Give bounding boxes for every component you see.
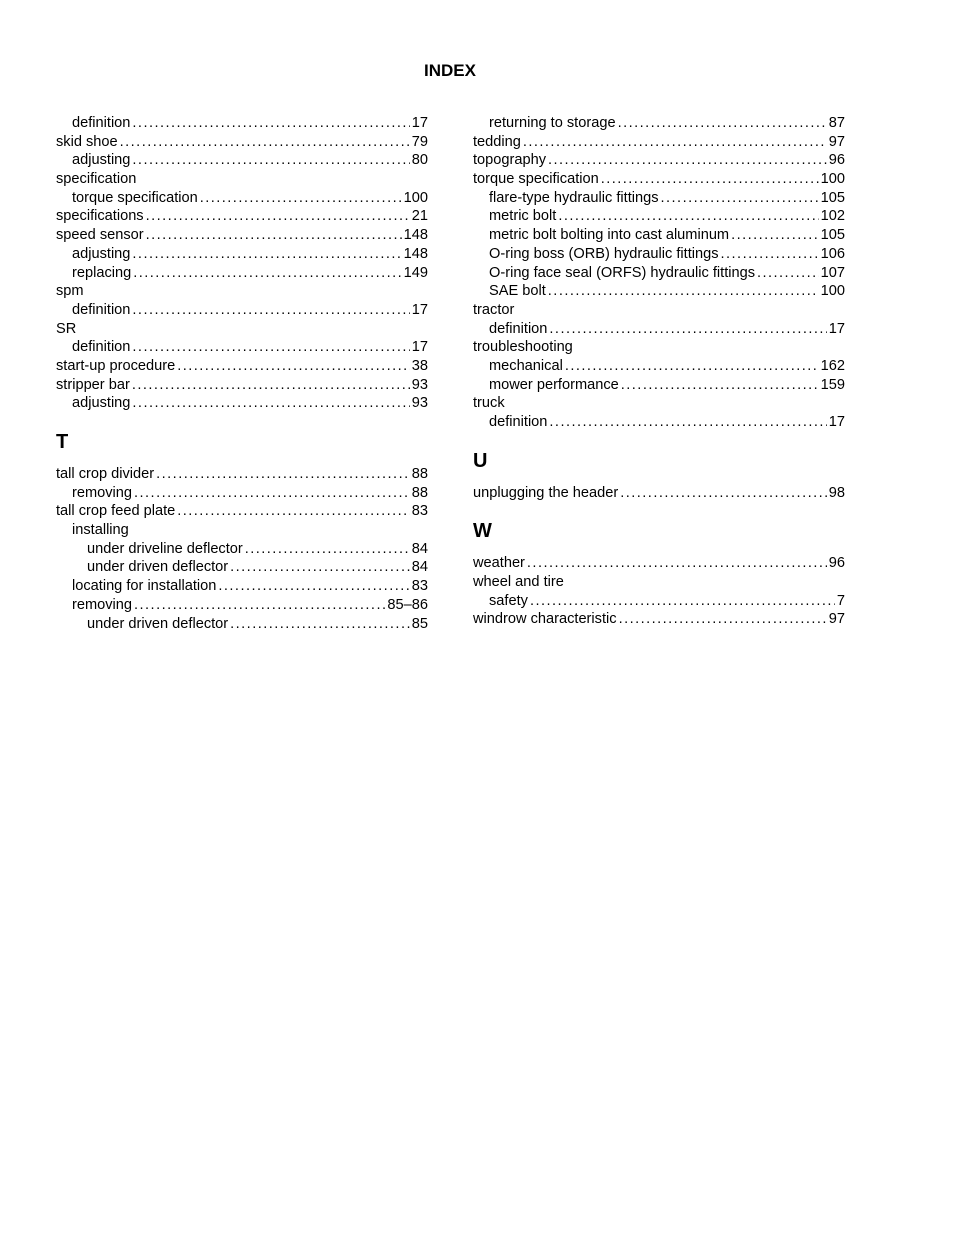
dot-leader: [133, 264, 401, 283]
index-entry: [473, 376, 845, 395]
index-entry-label: skid shoe: [56, 133, 118, 150]
index-entry: [473, 573, 845, 592]
index-entry-page[interactable]: 84: [411, 540, 428, 557]
index-entry: [473, 394, 845, 413]
index-entry: [56, 521, 428, 540]
index-entry-label: removing: [72, 596, 133, 613]
index-entry-label: specifications: [56, 208, 144, 225]
index-entry-label: removing: [72, 484, 133, 501]
dot-leader: [200, 189, 402, 208]
index-entry-page[interactable]: 96: [828, 152, 845, 169]
index-entry-page[interactable]: 100: [403, 189, 428, 206]
dot-leader: [230, 558, 410, 577]
index-entry: [56, 151, 428, 170]
index-entry-label: under driven deflector: [87, 615, 229, 632]
index-entry-page[interactable]: 149: [403, 264, 428, 281]
index-entry-page[interactable]: 93: [411, 395, 428, 412]
index-entry: [56, 615, 428, 634]
index-entry-page[interactable]: 159: [820, 376, 845, 393]
dot-leader: [218, 577, 409, 596]
dot-leader: [146, 207, 410, 226]
index-entry-page[interactable]: 83: [411, 578, 428, 595]
index-entry: [473, 189, 845, 208]
index-entry-page[interactable]: 102: [820, 208, 845, 225]
index-entry: [56, 357, 428, 376]
index-entry: [56, 282, 428, 301]
index-entry: [473, 338, 845, 357]
index-entry: [56, 558, 428, 577]
index-entry-page[interactable]: 97: [828, 133, 845, 150]
dot-leader: [757, 264, 819, 283]
index-entry-page[interactable]: 100: [820, 283, 845, 300]
index-entry: [473, 114, 845, 133]
index-entry: [56, 338, 428, 357]
index-entry-label: SAE bolt: [489, 283, 546, 300]
index-entry-label: tedding: [473, 133, 521, 150]
section-heading: W: [473, 520, 492, 543]
section-heading: U: [473, 449, 488, 472]
dot-leader: [132, 245, 401, 264]
index-entry: [473, 357, 845, 376]
index-entry-label: definition: [72, 301, 131, 318]
index-entry-page[interactable]: 17: [828, 414, 845, 430]
dot-leader: [134, 596, 385, 615]
index-entry-page[interactable]: 105: [820, 189, 845, 206]
dot-leader: [601, 170, 819, 189]
index-entry-label: metric bolt bolting into cast aluminum: [489, 227, 730, 244]
index-entry-page[interactable]: 38: [411, 357, 428, 374]
index-entry-label: stripper bar: [56, 376, 130, 393]
dot-leader: [177, 357, 410, 376]
index-entry-label: adjusting: [72, 152, 131, 169]
index-entry-label: weather: [473, 555, 525, 572]
index-entry-label: locating for installation: [72, 578, 217, 595]
index-entry: [56, 170, 428, 189]
index-entry-label: speed sensor: [56, 227, 144, 244]
index-entry-label: specification: [56, 171, 137, 188]
index-entry-label: definition: [489, 414, 548, 430]
index-entry-label: definition: [72, 115, 131, 131]
index-entry-page[interactable]: 88: [411, 466, 428, 482]
index-entry-page[interactable]: 7: [836, 592, 845, 609]
index-entry: [56, 226, 428, 245]
index-entry-page[interactable]: 21: [411, 208, 428, 225]
dot-leader: [661, 189, 819, 208]
index-entry: [56, 189, 428, 208]
index-entry-page[interactable]: 162: [820, 357, 845, 374]
index-entry: [56, 577, 428, 596]
index-entry-label: mechanical: [489, 357, 563, 374]
index-entry-page[interactable]: 98: [828, 484, 845, 501]
index-entry: [473, 151, 845, 170]
index-entry: [473, 226, 845, 245]
index-entry-label: tractor: [473, 301, 515, 318]
dot-leader: [156, 465, 410, 484]
index-entry: [56, 301, 428, 320]
dot-leader: [721, 245, 819, 264]
index-entry-page[interactable]: 148: [403, 245, 428, 262]
dot-leader: [134, 484, 410, 503]
dot-leader: [230, 615, 410, 634]
dot-leader: [731, 226, 819, 245]
index-entry-page[interactable]: 88: [411, 484, 428, 501]
index-entry: [473, 301, 845, 320]
index-entry-label: adjusting: [72, 245, 131, 262]
index-entry-label: truck: [473, 395, 505, 412]
index-entry-page[interactable]: 79: [411, 133, 428, 150]
dot-leader: [549, 320, 826, 339]
index-entry: [56, 502, 428, 521]
dot-leader: [146, 226, 402, 245]
index-entry: [56, 540, 428, 559]
dot-leader: [530, 592, 835, 611]
index-entry-page[interactable]: 107: [820, 264, 845, 281]
index-entry-label: metric bolt: [489, 208, 557, 225]
index-entry: [56, 207, 428, 226]
index-entry: [56, 596, 428, 615]
dot-leader: [549, 413, 826, 432]
dot-leader: [132, 394, 409, 413]
index-entry-label: tall crop divider: [56, 466, 155, 482]
index-entry-page[interactable]: 96: [828, 555, 845, 572]
dot-leader: [565, 357, 819, 376]
index-entry-page[interactable]: 105: [820, 227, 845, 244]
index-column-left: [56, 114, 428, 633]
index-entry-label: O-ring face seal (ORFS) hydraulic fittings: [489, 264, 756, 281]
index-entry: [473, 170, 845, 189]
index-entry: [473, 554, 845, 573]
index-entry: [473, 610, 845, 629]
index-entry-label: torque specification: [72, 189, 198, 206]
index-entry: [473, 592, 845, 611]
index-entry-page[interactable]: 83: [411, 503, 428, 520]
index-column-right: [473, 114, 845, 629]
index-entry-page[interactable]: 97: [828, 611, 845, 628]
index-entry-page[interactable]: 17: [411, 339, 428, 356]
dot-leader: [132, 376, 410, 395]
index-entry-label: safety: [489, 592, 528, 609]
index-entry-label: start-up procedure: [56, 357, 176, 374]
dot-leader: [132, 151, 409, 170]
index-entry-label: SR: [56, 320, 77, 337]
dot-leader: [548, 151, 827, 170]
index-entry: [56, 133, 428, 152]
index-entry-label: definition: [72, 339, 131, 356]
index-entry: [473, 245, 845, 264]
index-entry-label: adjusting: [72, 395, 131, 412]
index-entry-page[interactable]: 17: [411, 301, 428, 318]
dot-leader: [177, 502, 410, 521]
dot-leader: [527, 554, 827, 573]
index-entry-label: torque specification: [473, 171, 599, 188]
index-entry-label: installing: [72, 522, 129, 539]
dot-leader: [619, 610, 827, 629]
index-entry-page[interactable]: 87: [828, 115, 845, 131]
index-entry-label: tall crop feed plate: [56, 503, 176, 520]
dot-leader: [621, 376, 819, 395]
section-heading: T: [56, 431, 69, 453]
index-entry-page[interactable]: 17: [411, 115, 428, 131]
dot-leader: [132, 114, 409, 133]
index-entry: [56, 264, 428, 283]
index-entry-page[interactable]: 84: [411, 559, 428, 576]
index-entry-label: replacing: [72, 264, 132, 281]
index-entry: [56, 320, 428, 339]
dot-leader: [558, 207, 818, 226]
dot-leader: [132, 301, 409, 320]
index-entry-label: O-ring boss (ORB) hydraulic fittings: [489, 245, 719, 262]
index-entry: [473, 264, 845, 283]
dot-leader: [620, 484, 827, 503]
index-entry-label: unplugging the header: [473, 484, 619, 501]
index-entry: [473, 484, 845, 503]
dot-leader: [523, 133, 827, 152]
index-entry: [473, 282, 845, 301]
index-entry-page[interactable]: 80: [411, 152, 428, 169]
index-entry-page[interactable]: 93: [411, 376, 428, 393]
index-entry-label: flare-type hydraulic fittings: [489, 189, 659, 206]
index-entry-page[interactable]: 17: [828, 320, 845, 337]
index-entry: [56, 484, 428, 503]
index-entry-page[interactable]: 106: [820, 245, 845, 262]
index-entry: [473, 413, 845, 432]
index-entry-page[interactable]: 85–86: [387, 596, 428, 613]
index-entry: [56, 114, 428, 133]
index-entry: [473, 320, 845, 339]
page-title: INDEX: [424, 61, 476, 80]
dot-leader: [618, 114, 827, 133]
index-entry-page[interactable]: 148: [403, 227, 428, 244]
index-entry-page[interactable]: 85: [411, 615, 428, 632]
dot-leader: [120, 133, 410, 152]
dot-leader: [548, 282, 819, 301]
index-entry: [56, 465, 428, 484]
index-entry: [56, 245, 428, 264]
dot-leader: [245, 540, 410, 559]
index-entry-label: returning to storage: [489, 115, 616, 131]
index-entry-label: topography: [473, 152, 547, 169]
index-entry-label: under driven deflector: [87, 559, 229, 576]
index-entry-label: under driveline deflector: [87, 540, 243, 557]
index-entry-label: mower performance: [489, 376, 619, 393]
index-entry: [56, 376, 428, 395]
dot-leader: [132, 338, 409, 357]
index-entry: [56, 394, 428, 413]
index-entry-label: troubleshooting: [473, 339, 573, 356]
index-entry-label: spm: [56, 283, 84, 300]
index-entry: [473, 133, 845, 152]
index-entry: [473, 207, 845, 226]
index-entry-label: windrow characteristic: [473, 611, 617, 628]
index-entry-page[interactable]: 100: [820, 171, 845, 188]
index-entry-label: wheel and tire: [473, 574, 564, 591]
index-entry-label: definition: [489, 320, 548, 337]
